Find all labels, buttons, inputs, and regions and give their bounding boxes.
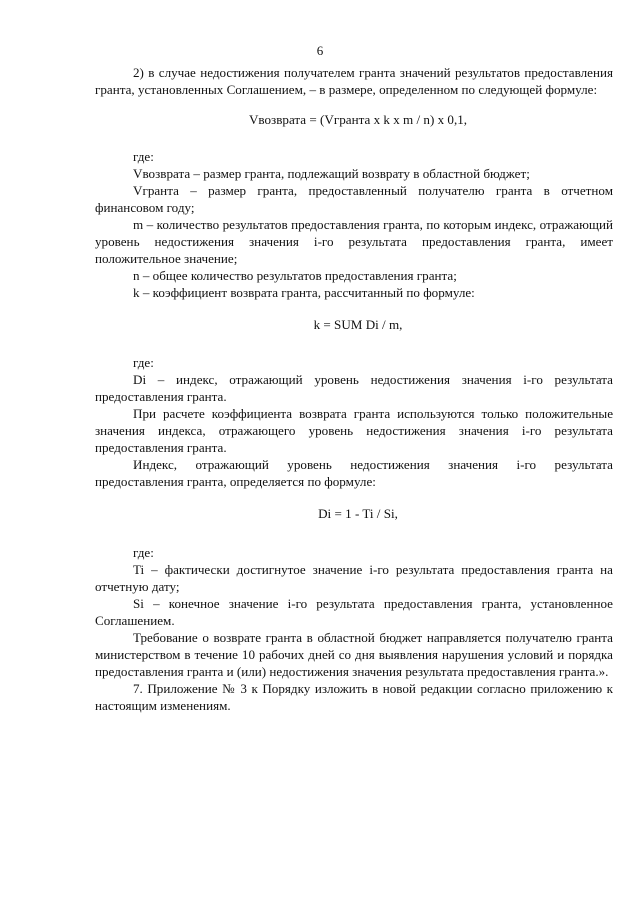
formula-di: Di = 1 - Ti / Si,: [318, 506, 398, 521]
where-label: где:: [133, 545, 154, 560]
formula-return-amount: Vвозврата = (Vгранта x k x m / n) x 0,1,: [248, 112, 468, 127]
definition-vgranta: Vгранта – размер гранта, предоставленный получателю гранта в отчетном финансовом году;: [95, 183, 613, 215]
formula-k: k = SUM Di / m,: [313, 317, 403, 332]
definition-ti: Ti – фактически достигнутое значение i-го результата предоставления гранта на отчетную дату;: [95, 562, 613, 594]
definition-n: n – общее количество результатов предоставления гранта;: [133, 268, 457, 283]
page-number: 6: [316, 43, 324, 58]
definition-k: k – коэффициент возврата гранта, рассчитанный по формуле:: [133, 285, 475, 300]
definition-vvozvrata: Vвозврата – размер гранта, подлежащий возврату в областной бюджет;: [133, 166, 530, 181]
where-label: где:: [133, 355, 154, 370]
where-label: где:: [133, 149, 154, 164]
paragraph-index-definition: Индекс, отражающий уровень недостижения значения i-го результата предоставления гранта, определяется по формуле:: [95, 457, 613, 489]
paragraph-case-2: 2) в случае недостижения получателем гранта значений результатов предоставления гранта, установленных Соглашением, – в размере, определенном по следующей формуле:: [95, 65, 613, 97]
definition-si: Si – конечное значение i-го результата предоставления гранта, установленное Соглашением.: [95, 596, 613, 628]
paragraph-item-7: 7. Приложение № 3 к Порядку изложить в новой редакции согласно приложению к настоящим изменениям.: [95, 681, 613, 713]
definition-m: m – количество результатов предоставления гранта, по которым индекс, отражающий уровень недостижения значения i-го результата предоставления гранта, имеет положительное значение;: [95, 217, 613, 266]
paragraph-calculation-note: При расчете коэффициента возврата гранта используются только положительные значения индекса, отражающего уровень недостижения значения i-го результата предоставления гранта.: [95, 406, 613, 455]
document-body: [95, 64, 613, 714]
paragraph-return-requirement: Требование о возврате гранта в областной бюджет направляется получателю гранта министерством в течение 10 рабочих дней со дня выявления нарушения условий и порядка предоставления гранта и (или) недостижения значения результата предоставления гранта.».: [95, 630, 613, 679]
definition-di: Di – индекс, отражающий уровень недостижения значения i-го результата предоставления гранта.: [95, 372, 613, 404]
